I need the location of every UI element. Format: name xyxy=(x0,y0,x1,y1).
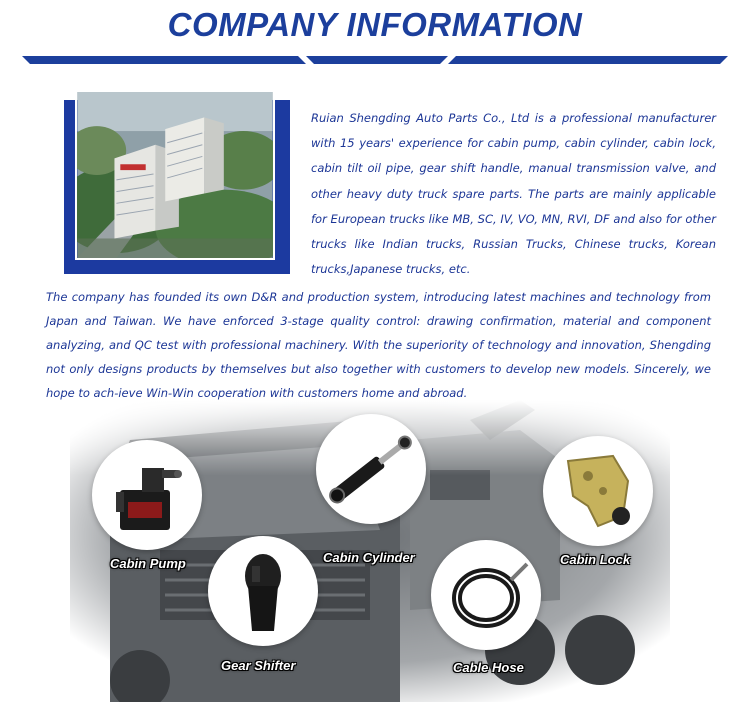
cable-hose-icon xyxy=(431,540,541,650)
cabin-cylinder-image xyxy=(316,414,426,524)
factory-photo xyxy=(75,90,275,260)
cabin-pump-icon xyxy=(92,440,202,550)
cabin-lock-label: Cabin Lock xyxy=(560,552,631,567)
gear-shifter-label: Gear Shifter xyxy=(221,658,296,673)
cabin-lock-image xyxy=(543,436,653,546)
cabin-cylinder-icon xyxy=(316,414,426,524)
cabin-pump-image xyxy=(92,440,202,550)
cabin-pump-label: Cabin Pump xyxy=(110,556,186,571)
cable-hose-label: Cable Hose xyxy=(453,660,524,675)
gear-shifter-icon xyxy=(208,536,318,646)
intro-paragraph: Ruian Shengding Auto Parts Co., Ltd is a professional manufacturer with 15 years' experience for cabin pump, cabin cylinder, cabin lock, cabin tilt oil pipe, gear shift handle, manual transmission valve, and other heavy duty truck spare parts. The parts are mainly applicable for European trucks like MB, SC, IV, VO, MN, RVI, DF and also for other trucks like Indian trucks, Russian Trucks, Chinese trucks, Korean trucks,Japanese trucks, etc. xyxy=(311,111,716,277)
company-paragraph: The company has founded its own D&R and production system, introducing latest machines and technology from Japan and Taiwan. We have enforced 3-stage quality control: drawing confirmation, material and component analyzing, and QC test with professional machinery. With the superiority of technology and innovation, Shengding not only designs products by themselves but also together with customers to develop new models. Sincerely, we hope to ach-ieve Win-Win cooperation with customers home and abroad. xyxy=(46,290,711,400)
page-title: COMPANY INFORMATION xyxy=(167,6,583,43)
cabin-lock-icon xyxy=(543,436,653,546)
cabin-cylinder-label: Cabin Cylinder xyxy=(323,550,415,565)
gear-shifter-image xyxy=(208,536,318,646)
cable-hose-image xyxy=(431,540,541,650)
